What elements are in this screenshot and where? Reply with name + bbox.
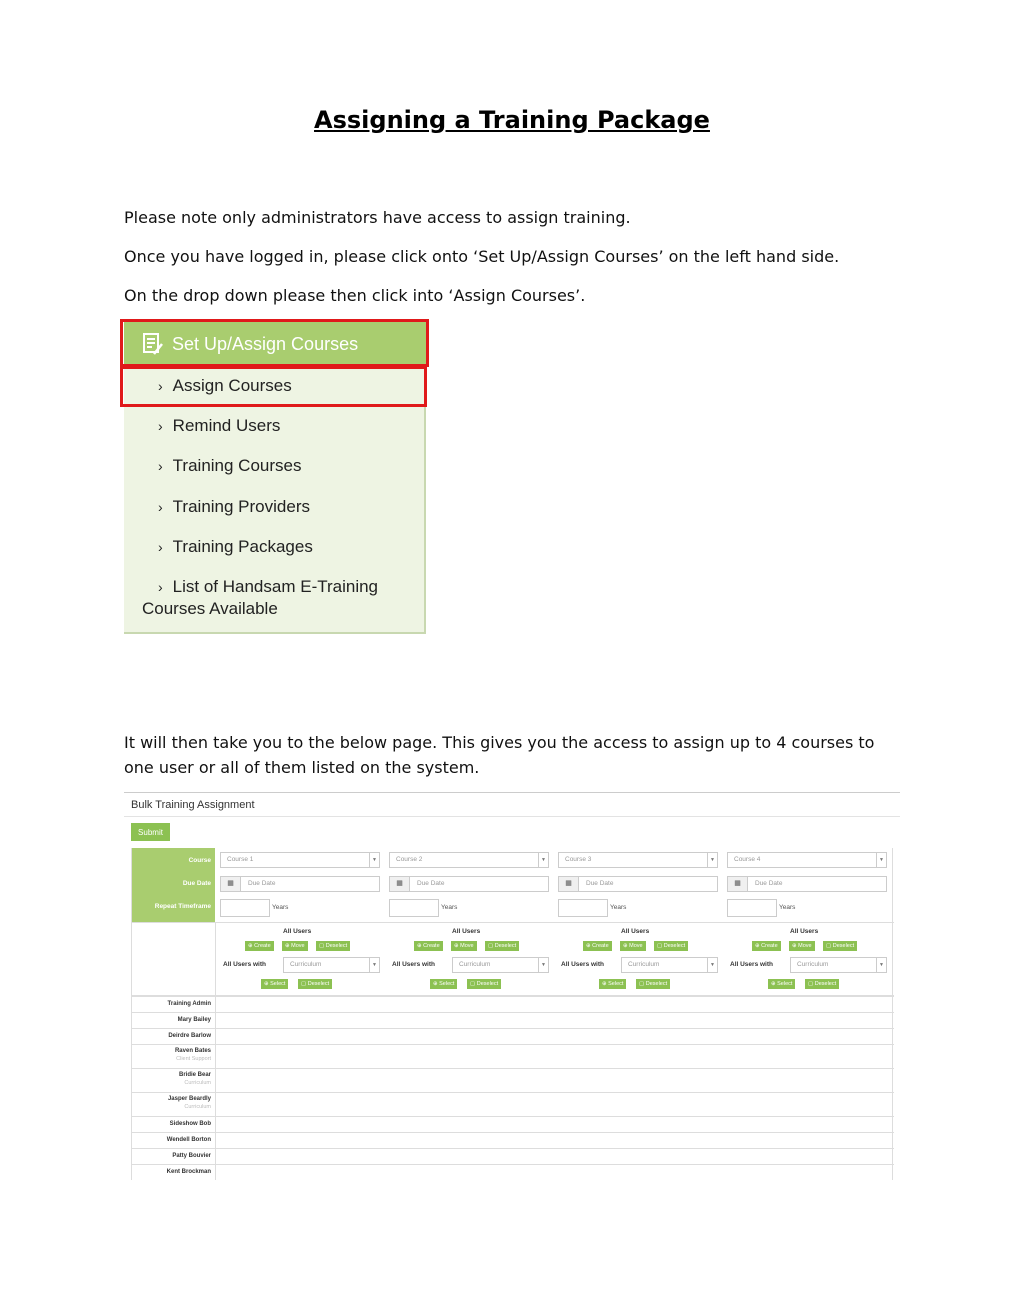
- curriculum-select[interactable]: [452, 957, 549, 973]
- paragraph-page-description: It will then take you to the below page. This gives you the access to assign up to 4 courses to one user or all of them listed on the system.: [124, 733, 875, 777]
- dropdown-arrow-icon: ▼: [707, 958, 717, 972]
- curriculum-select-value: Curriculum: [459, 961, 491, 968]
- due-date-placeholder: Due Date: [248, 880, 276, 887]
- course-select-placeholder: Course 2: [396, 856, 423, 863]
- course-column-1: [220, 848, 388, 996]
- select-button[interactable]: ⊕ Select: [768, 979, 795, 989]
- all-users-label: All Users: [790, 928, 819, 935]
- chevron-right-icon: ›: [158, 539, 163, 555]
- divider: [124, 816, 900, 817]
- create-button[interactable]: ⊕ Create: [414, 941, 443, 951]
- due-date-placeholder: Due Date: [755, 880, 783, 887]
- curriculum-select[interactable]: [790, 957, 887, 973]
- menu-item-label: Assign Courses: [172, 376, 292, 395]
- table-row[interactable]: [132, 1068, 894, 1092]
- dropdown-arrow-icon: ▼: [876, 958, 886, 972]
- due-date-placeholder: Due Date: [417, 880, 445, 887]
- user-name: Patty Bouvier: [172, 1153, 211, 1159]
- all-users-with-label: All Users with: [392, 961, 435, 968]
- curriculum-select-value: Curriculum: [797, 961, 829, 968]
- repeat-years-input[interactable]: [727, 899, 777, 917]
- user-name: Deirdre Barlow: [168, 1033, 211, 1039]
- repeat-years-input[interactable]: [389, 899, 439, 917]
- label-column: [132, 848, 215, 922]
- menu-item-label: Courses Available: [142, 599, 278, 618]
- chevron-right-icon: ›: [158, 458, 163, 474]
- chevron-right-icon: ›: [158, 499, 163, 515]
- move-button[interactable]: ⊕ Move: [282, 941, 308, 951]
- menu-header-label: Set Up/Assign Courses: [172, 333, 359, 354]
- table-row[interactable]: [132, 1148, 894, 1164]
- select-button[interactable]: ⊕ Select: [261, 979, 288, 989]
- select-button[interactable]: ⊕ Select: [430, 979, 457, 989]
- course-select[interactable]: [558, 852, 718, 868]
- all-users-with-label: All Users with: [561, 961, 604, 968]
- paragraph-login-instruction: Once you have logged in, please click onto ‘Set Up/Assign Courses’ on the left hand side.: [124, 247, 840, 266]
- calendar-icon: ▦: [221, 877, 241, 891]
- divider: [124, 792, 900, 793]
- dropdown-arrow-icon: ▼: [538, 853, 548, 867]
- all-users-with-label: All Users with: [730, 961, 773, 968]
- menu-item-label: Training Packages: [172, 537, 313, 556]
- calendar-icon: ▦: [728, 877, 748, 891]
- create-button[interactable]: ⊕ Create: [583, 941, 612, 951]
- course-column-2: [389, 848, 557, 996]
- chevron-right-icon: ›: [158, 378, 163, 394]
- dropdown-arrow-icon: ▼: [369, 958, 379, 972]
- course-select[interactable]: [727, 852, 887, 868]
- years-label: Years: [610, 904, 627, 911]
- repeat-timeframe-label: Repeat Timeframe: [154, 903, 211, 910]
- curriculum-select[interactable]: [283, 957, 380, 973]
- all-users-with-label: All Users with: [223, 961, 266, 968]
- user-role: Client Support: [176, 1056, 211, 1062]
- course-column-3: [558, 848, 726, 996]
- table-row[interactable]: [132, 1132, 894, 1148]
- dropdown-arrow-icon: ▼: [876, 853, 886, 867]
- years-label: Years: [272, 904, 289, 911]
- user-role: Curriculum: [184, 1104, 211, 1110]
- highlight-box-header: [120, 319, 429, 367]
- course-select[interactable]: [389, 852, 549, 868]
- menu-item-training-courses[interactable]: [158, 456, 301, 476]
- menu-item-training-providers[interactable]: [158, 497, 310, 517]
- deselect-button[interactable]: ▢ Deselect: [805, 979, 839, 989]
- move-button[interactable]: ⊕ Move: [451, 941, 477, 951]
- calendar-icon: ▦: [390, 877, 410, 891]
- move-button[interactable]: ⊕ Move: [620, 941, 646, 951]
- years-label: Years: [779, 904, 796, 911]
- course-column-4: [727, 848, 895, 996]
- repeat-years-input[interactable]: [558, 899, 608, 917]
- curriculum-select[interactable]: [621, 957, 718, 973]
- user-role: Curriculum: [184, 1080, 211, 1086]
- repeat-years-input[interactable]: [220, 899, 270, 917]
- create-button[interactable]: ⊕ Create: [245, 941, 274, 951]
- paragraph-admin-note: Please note only administrators have access to assign training.: [124, 208, 631, 227]
- due-date-label: Due Date: [182, 880, 211, 887]
- due-date-field[interactable]: [558, 876, 718, 892]
- highlight-box-assign-courses: [120, 366, 427, 407]
- menu-item-label-continued[interactable]: [142, 599, 278, 619]
- table-row[interactable]: [132, 1012, 894, 1028]
- user-name: Jasper Beardly: [167, 1096, 211, 1102]
- chevron-right-icon: ›: [158, 418, 163, 434]
- user-name: Mary Bailey: [177, 1017, 211, 1023]
- menu-item-handsam-e-training[interactable]: [158, 577, 378, 597]
- chevron-right-icon: ›: [158, 579, 163, 595]
- dropdown-arrow-icon: ▼: [369, 853, 379, 867]
- calendar-icon: ▦: [559, 877, 579, 891]
- all-users-label: All Users: [621, 928, 650, 935]
- menu-item-label: List of Handsam E-Training: [172, 577, 379, 596]
- move-button[interactable]: ⊕ Move: [789, 941, 815, 951]
- curriculum-select-value: Curriculum: [628, 961, 660, 968]
- user-name: Wendell Borton: [166, 1137, 211, 1143]
- menu-item-label: Remind Users: [172, 416, 281, 435]
- deselect-button[interactable]: ▢ Deselect: [636, 979, 670, 989]
- paragraph-dropdown-instruction: On the drop down please then click into ‘Assign Courses’.: [124, 286, 586, 305]
- deselect-button[interactable]: ▢ Deselect: [654, 941, 688, 951]
- all-users-label: All Users: [452, 928, 481, 935]
- table-row[interactable]: [132, 1028, 894, 1044]
- table-row[interactable]: [132, 1044, 894, 1068]
- due-date-placeholder: Due Date: [586, 880, 614, 887]
- menu-item-remind-users[interactable]: [158, 416, 280, 436]
- bulk-page-title: Bulk Training Assignment: [131, 799, 255, 811]
- submit-button[interactable]: Submit: [131, 823, 170, 841]
- create-button[interactable]: ⊕ Create: [752, 941, 781, 951]
- dropdown-arrow-icon: ▼: [538, 958, 548, 972]
- curriculum-select-value: Curriculum: [290, 961, 322, 968]
- user-name: Sideshow Bob: [169, 1121, 211, 1127]
- deselect-button[interactable]: ▢ Deselect: [467, 979, 501, 989]
- menu-item-label: Training Providers: [172, 497, 310, 516]
- table-row[interactable]: [132, 996, 894, 1012]
- bulk-training-screenshot: [124, 792, 902, 1180]
- deselect-button[interactable]: ▢ Deselect: [298, 979, 332, 989]
- course-label: Course: [188, 857, 211, 864]
- select-button[interactable]: ⊕ Select: [599, 979, 626, 989]
- table-row[interactable]: [132, 1092, 894, 1116]
- dropdown-arrow-icon: ▼: [707, 853, 717, 867]
- assignment-grid: [131, 848, 893, 1180]
- user-name: Raven Bates: [174, 1048, 211, 1054]
- course-select-placeholder: Course 1: [227, 856, 254, 863]
- user-name: Training Admin: [167, 1001, 211, 1007]
- deselect-button[interactable]: ▢ Deselect: [823, 941, 857, 951]
- menu-item-training-packages[interactable]: [158, 537, 313, 557]
- course-select-placeholder: Course 3: [565, 856, 592, 863]
- due-date-field[interactable]: [220, 876, 380, 892]
- course-select[interactable]: [220, 852, 380, 868]
- due-date-field[interactable]: [389, 876, 549, 892]
- all-users-label: All Users: [283, 928, 312, 935]
- course-select-placeholder: Course 4: [734, 856, 761, 863]
- user-name: Kent Brockman: [166, 1169, 211, 1175]
- user-name: Bridie Bear: [178, 1072, 211, 1078]
- document-title: Assigning a Training Package: [314, 106, 710, 134]
- deselect-button[interactable]: ▢ Deselect: [485, 941, 519, 951]
- table-row[interactable]: [132, 1116, 894, 1132]
- table-row[interactable]: [132, 1164, 894, 1180]
- menu-item-label: Training Courses: [172, 456, 302, 475]
- due-date-field[interactable]: [727, 876, 887, 892]
- years-label: Years: [441, 904, 458, 911]
- deselect-button[interactable]: ▢ Deselect: [316, 941, 350, 951]
